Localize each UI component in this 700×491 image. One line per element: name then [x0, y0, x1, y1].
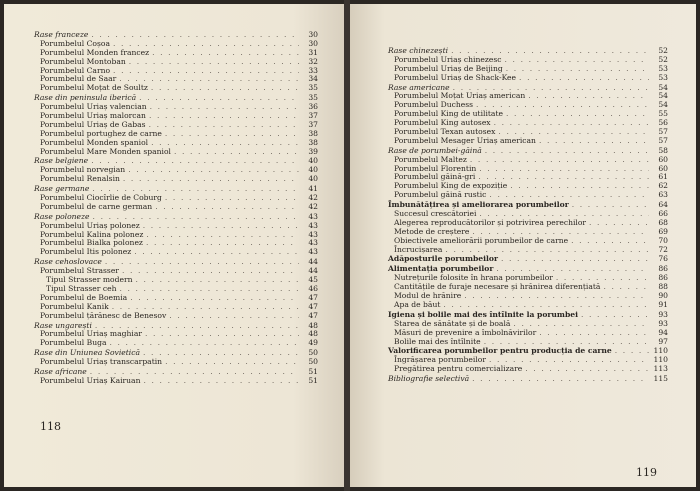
toc-entry-title: Cantitățile de furaje necesare și hrănirea diferențiată — [394, 282, 601, 292]
toc-leader-dots — [519, 74, 649, 83]
toc-entry-title: Rase de porumbei-găină — [388, 145, 482, 155]
toc-leader-dots — [139, 94, 299, 103]
toc-page-number: 68 — [658, 217, 668, 227]
toc-leader-dots — [485, 147, 649, 156]
toc-entry-title: Porumbelul găină-gri — [394, 172, 476, 182]
toc-page-number: 43 — [308, 220, 318, 230]
toc-page-number: 45 — [308, 275, 318, 285]
toc-page-number: 51 — [308, 375, 318, 385]
toc-entry-title: Porumbelul găină rustic — [394, 190, 487, 200]
toc-entry-title: Porumbelul Texan autosex — [394, 127, 496, 137]
toc-entry-title: Obiectivele ameliorării porumbeilor de carne — [394, 235, 569, 245]
toc-page-number: 43 — [308, 211, 318, 221]
toc-page-number: 44 — [308, 266, 318, 276]
toc-entry-title: Porumbelul Duchess — [394, 100, 474, 110]
toc-leader-dots — [149, 121, 299, 130]
toc-entry — [34, 175, 318, 184]
toc-entry — [34, 248, 318, 257]
toc-page-number: 38 — [308, 137, 318, 147]
toc-leader-dots — [443, 301, 649, 310]
toc-entry — [388, 365, 668, 374]
toc-entry-title: Porumbelul Bialka polonez — [40, 238, 143, 248]
toc-entry-title: Rase belgiene — [34, 156, 89, 166]
toc-entry-title: Porumbelul Renalsin — [40, 174, 120, 184]
toc-leader-dots — [155, 203, 299, 212]
toc-page-number: 50 — [308, 357, 318, 367]
toc-page-number: 30 — [308, 30, 318, 39]
toc-leader-dots — [135, 276, 299, 285]
toc-leader-dots — [129, 58, 299, 67]
toc-section-heading — [388, 255, 668, 264]
toc-page-number: 53 — [658, 72, 668, 82]
toc-leader-dots — [525, 365, 649, 374]
toc-entry — [34, 339, 318, 348]
toc-entry-title: Porumbelul de Saar — [40, 74, 117, 84]
toc-entry-title: Porumbelul Uriaș de Shack-Kee — [394, 72, 517, 82]
toc-leader-dots — [506, 110, 649, 119]
toc-leader-dots — [143, 222, 299, 231]
toc-page-number: 38 — [308, 128, 318, 138]
toc-entry — [34, 148, 318, 157]
toc-page-number: 94 — [658, 327, 668, 337]
toc-leader-dots — [505, 56, 649, 65]
toc-leader-dots — [571, 237, 649, 246]
toc-entry — [34, 312, 318, 321]
toc-entry-title: Metode de creștere — [394, 226, 470, 236]
toc-leader-dots — [472, 375, 649, 384]
toc-entry-title: Porumbelul Montoban — [40, 56, 126, 66]
toc-page-number: 57 — [658, 135, 668, 145]
toc-leader-dots — [494, 119, 649, 128]
toc-leader-dots — [146, 239, 299, 248]
toc-leader-dots — [169, 312, 299, 321]
toc-entry-title: Tipul Strasser ceh — [46, 283, 117, 293]
toc-leader-dots — [528, 92, 649, 101]
toc-entry-title: Porumbelul Florentin — [394, 163, 477, 173]
toc-entry-title: Porumbelul Uriaș maghiar — [40, 329, 142, 339]
toc-page-number: 47 — [308, 310, 318, 320]
toc-leader-dots — [105, 258, 299, 267]
toc-page-number: 60 — [658, 163, 668, 173]
toc-leader-dots — [134, 248, 299, 257]
toc-entry-title: Rase germane — [34, 184, 90, 194]
toc-entry-title: Porumbelul Monden spaniol — [40, 137, 149, 147]
toc-entry-title: Porumbelul Kanik — [40, 301, 109, 311]
toc-entry-title: Încrucișarea — [394, 244, 443, 254]
toc-entry-title: Porumbelul Coșoa — [40, 38, 110, 48]
toc-page-number: 39 — [308, 146, 318, 156]
toc-entry — [34, 358, 318, 367]
toc-entry — [388, 301, 668, 310]
toc-leader-dots — [489, 191, 649, 200]
toc-leader-dots — [109, 339, 299, 348]
toc-entry-title: Rase ungarești — [34, 320, 92, 330]
toc-entry — [388, 338, 668, 347]
toc-page-number: 35 — [308, 83, 318, 93]
page-number: 119 — [636, 466, 657, 479]
toc-page-number: 46 — [308, 283, 318, 293]
toc-page-number: 61 — [658, 172, 668, 182]
toc-leader-dots — [113, 67, 299, 76]
toc-page-number: 93 — [658, 318, 668, 328]
toc-entry-title: Rase africane — [34, 366, 87, 376]
toc-section-heading — [388, 375, 668, 384]
toc-entry-title: Porumbelul Moțat de Soultz — [40, 83, 148, 93]
toc-page-number: 50 — [308, 348, 318, 358]
toc-leader-dots — [506, 65, 649, 74]
toc-entry-title: Rase poloneze — [34, 211, 90, 221]
toc-leader-dots — [151, 139, 299, 148]
toc-page-number: 97 — [658, 336, 668, 346]
toc-page-number: 93 — [658, 309, 668, 319]
toc-page-number: 51 — [308, 366, 318, 376]
toc-leader-dots — [143, 349, 299, 358]
toc-leader-dots — [123, 175, 299, 184]
toc-leader-dots — [146, 231, 299, 240]
toc-entry-title: Porumbelul Strasser — [40, 266, 119, 276]
toc-entry — [388, 246, 668, 255]
toc-page-number: 60 — [658, 154, 668, 164]
toc-page-number: 54 — [658, 91, 668, 101]
toc-entry-title: Porumbelul Uriaș de Beijing — [394, 63, 503, 73]
toc-leader-dots — [152, 49, 299, 58]
toc-page-number: 55 — [658, 109, 668, 119]
toc-page-number: 113 — [653, 364, 668, 374]
toc-entry-title: Bibliografie selectivă — [388, 374, 470, 384]
toc-entry — [34, 377, 318, 386]
toc-page-number: 70 — [658, 235, 668, 245]
toc-entry-title: Rase din peninsula iberică — [34, 93, 137, 103]
toc-page-number: 86 — [658, 264, 668, 274]
toc-leader-dots — [149, 112, 299, 121]
toc-page-number: 91 — [658, 299, 668, 309]
toc-entry-title: Porumbelul Carno — [40, 65, 111, 75]
toc-leader-dots — [615, 347, 649, 356]
toc-page-number: 58 — [658, 145, 668, 155]
toc-page-number: 35 — [308, 93, 318, 103]
toc-entry-title: Porumbelul King de utilitate — [394, 109, 504, 119]
toc-page-number: 53 — [658, 63, 668, 73]
toc-entry-title: Valorificarea porumbeilor pentru producția de carne — [388, 346, 612, 356]
toc-page-number: 72 — [658, 244, 668, 254]
toc-leader-dots — [165, 358, 299, 367]
toc-leader-dots — [165, 194, 299, 203]
toc-entry-title: Porumbelul Uriaș Kairuan — [40, 375, 141, 385]
toc-leader-dots — [510, 182, 649, 191]
toc-page-number: 86 — [658, 273, 668, 283]
toc-page-number: 90 — [658, 291, 668, 301]
toc-page-number: 41 — [308, 184, 318, 194]
toc-page-number: 62 — [658, 181, 668, 191]
toc-entry-title: Bolile mai des întîlnite — [394, 336, 481, 346]
toc-entry — [34, 84, 318, 93]
toc-entry — [388, 191, 668, 200]
toc-page-number: 32 — [308, 56, 318, 66]
toc-page-number: 76 — [658, 254, 668, 264]
toc-leader-dots — [581, 311, 649, 320]
toc-page-number: 37 — [308, 111, 318, 121]
toc-entry-title: Măsuri de prevenire a îmbolnăvirilor — [394, 327, 537, 337]
toc-page-number: 36 — [308, 102, 318, 112]
toc-entry — [388, 74, 668, 83]
toc-page-number: 47 — [308, 301, 318, 311]
toc-entry-title: Porumbelul King autosex — [394, 118, 491, 128]
toc-page-number: 64 — [658, 200, 668, 210]
toc-entry-title: Îmbunătățirea și ameliorarea porumbeilor — [388, 200, 569, 210]
toc-page-number: 47 — [308, 292, 318, 302]
toc-entry-title: Porumbelul Mare Monden spaniol — [40, 146, 171, 156]
toc-entry-title: Porumbelul Moțat Uriaș american — [394, 91, 526, 101]
toc-page-number: 33 — [308, 65, 318, 75]
toc-leader-dots — [445, 246, 649, 255]
toc-page-number: 37 — [308, 119, 318, 129]
toc-entry-title: Porumbelul Uriaș de Gabas — [40, 119, 146, 129]
toc-page-number: 66 — [658, 209, 668, 219]
toc-entry-title: Porumbelul Buga — [40, 338, 107, 348]
toc-entry-title: Porumbelul de carne german — [40, 201, 153, 211]
toc-page-number: 115 — [653, 374, 668, 384]
toc-page-number: 63 — [658, 190, 668, 200]
toc-leader-dots — [572, 201, 649, 210]
toc-entry-title: Igiena și bolile mai des întîlnite la porumbei — [388, 309, 578, 319]
toc-page-number: 42 — [308, 193, 318, 203]
toc-leader-dots — [128, 166, 299, 175]
toc-entry-title: Porumbelul țărănesc de Benesov — [40, 310, 167, 320]
toc-entry-title: Porumbelul Monden francez — [40, 47, 150, 57]
toc-page-number: 40 — [308, 174, 318, 184]
toc-page-number: 34 — [308, 74, 318, 84]
toc-entry-title: Porumbelul Maltez — [394, 154, 467, 164]
toc-leader-dots — [145, 330, 299, 339]
toc-leader-dots — [122, 267, 299, 276]
toc-page-number: 31 — [308, 47, 318, 57]
toc-entry-title: Porumbelul Uriaș polonez — [40, 220, 140, 230]
toc-entry-title: Porumbelul de Boemia — [40, 292, 128, 302]
toc-entry-title: Succesul crescătoriei — [394, 209, 477, 219]
toc-entry-title: Porumbelul Kalina polonez — [40, 229, 144, 239]
toc-page-number: 110 — [653, 346, 668, 356]
left-table-of-contents — [34, 30, 318, 386]
toc-entry-title: Tipul Strasser modern — [46, 275, 133, 285]
toc-leader-dots — [501, 255, 649, 264]
toc-page-number: 54 — [658, 100, 668, 110]
toc-page-number: 49 — [308, 338, 318, 348]
toc-leader-dots — [174, 148, 299, 157]
toc-entry-title: Porumbelul Uriaș valencian — [40, 102, 147, 112]
toc-entry-title: Porumbelul Uriaș malorcan — [40, 111, 146, 121]
toc-entry-title: Porumbelul Uriaș transcarpatin — [40, 357, 163, 367]
toc-leader-dots — [484, 338, 649, 347]
toc-page-number: 44 — [308, 257, 318, 267]
right-page — [350, 4, 696, 487]
toc-entry-title: Porumbelul Uriaș chinezesc — [394, 54, 502, 64]
toc-entry-title: Rase chinezești — [388, 46, 449, 55]
toc-page-number: 48 — [308, 329, 318, 339]
toc-entry-title: Modul de hrănire — [394, 291, 462, 301]
page-number: 118 — [40, 420, 61, 433]
toc-entry-title: Porumbelul Ciocîrlie de Coburg — [40, 193, 162, 203]
toc-leader-dots — [589, 219, 649, 228]
toc-leader-dots — [539, 137, 649, 146]
toc-page-number: 54 — [658, 82, 668, 92]
toc-entry-title: Îngrășarea porumbeilor — [394, 355, 486, 365]
toc-entry-title: Porumbelul Mesager Uriaș american — [394, 135, 536, 145]
toc-entry-title: Pregătirea pentru comercializare — [394, 364, 523, 374]
toc-leader-dots — [603, 283, 649, 292]
toc-page-number: 30 — [308, 38, 318, 48]
toc-leader-dots — [464, 292, 649, 301]
toc-entry-title: Rase americane — [388, 82, 450, 92]
toc-entry-title: Porumbelul norvegian — [40, 165, 126, 175]
toc-entry-title: Alimentația porumbeilor — [388, 264, 494, 274]
toc-entry-title: Alegerea reproducătorilor și potrivirea perechilor — [394, 217, 587, 227]
toc-page-number: 40 — [308, 156, 318, 166]
toc-page-number: 88 — [658, 282, 668, 292]
toc-leader-dots — [150, 103, 299, 112]
toc-leader-dots — [91, 31, 299, 40]
toc-leader-dots — [130, 294, 299, 303]
toc-page-number: 48 — [308, 320, 318, 330]
toc-page-number: 52 — [658, 46, 668, 55]
toc-entry — [388, 137, 668, 146]
toc-leader-dots — [470, 156, 649, 165]
toc-entry-title: Starea de sănătate și de boală — [394, 318, 511, 328]
toc-entry-title: Rase cehoslovace — [34, 257, 102, 267]
toc-page-number: 43 — [308, 247, 318, 257]
toc-page-number: 43 — [308, 238, 318, 248]
toc-leader-dots — [539, 329, 649, 338]
toc-page-number: 110 — [653, 355, 668, 365]
toc-leader-dots — [479, 165, 649, 174]
toc-entry — [34, 203, 318, 212]
toc-entry-title: Rase din Uniunea Sovietică — [34, 348, 141, 358]
toc-entry-title: Porumbelul Itis polonez — [40, 247, 132, 257]
toc-entry-title: Adăposturile porumbeilor — [388, 254, 498, 264]
toc-leader-dots — [143, 377, 299, 386]
toc-page-number: 43 — [308, 229, 318, 239]
toc-page-number: 52 — [658, 54, 668, 64]
toc-page-number: 69 — [658, 226, 668, 236]
left-page — [4, 4, 345, 487]
toc-entry-title: Apa de băut — [394, 299, 441, 309]
toc-leader-dots — [119, 285, 299, 294]
toc-entry-title: Porumbelul portughez de carne — [40, 128, 162, 138]
toc-page-number: 42 — [308, 201, 318, 211]
toc-leader-dots — [151, 84, 299, 93]
toc-leader-dots — [165, 130, 299, 139]
toc-page-number: 40 — [308, 165, 318, 175]
toc-page-number: 56 — [658, 118, 668, 128]
toc-entry-title: Rase franceze — [34, 30, 89, 39]
toc-entry-title: Nutrețurile folosite în hrana porumbeilor — [394, 273, 553, 283]
right-table-of-contents — [388, 46, 668, 384]
toc-entry-title: Porumbelul King de expoziție — [394, 181, 508, 191]
toc-page-number: 57 — [658, 127, 668, 137]
